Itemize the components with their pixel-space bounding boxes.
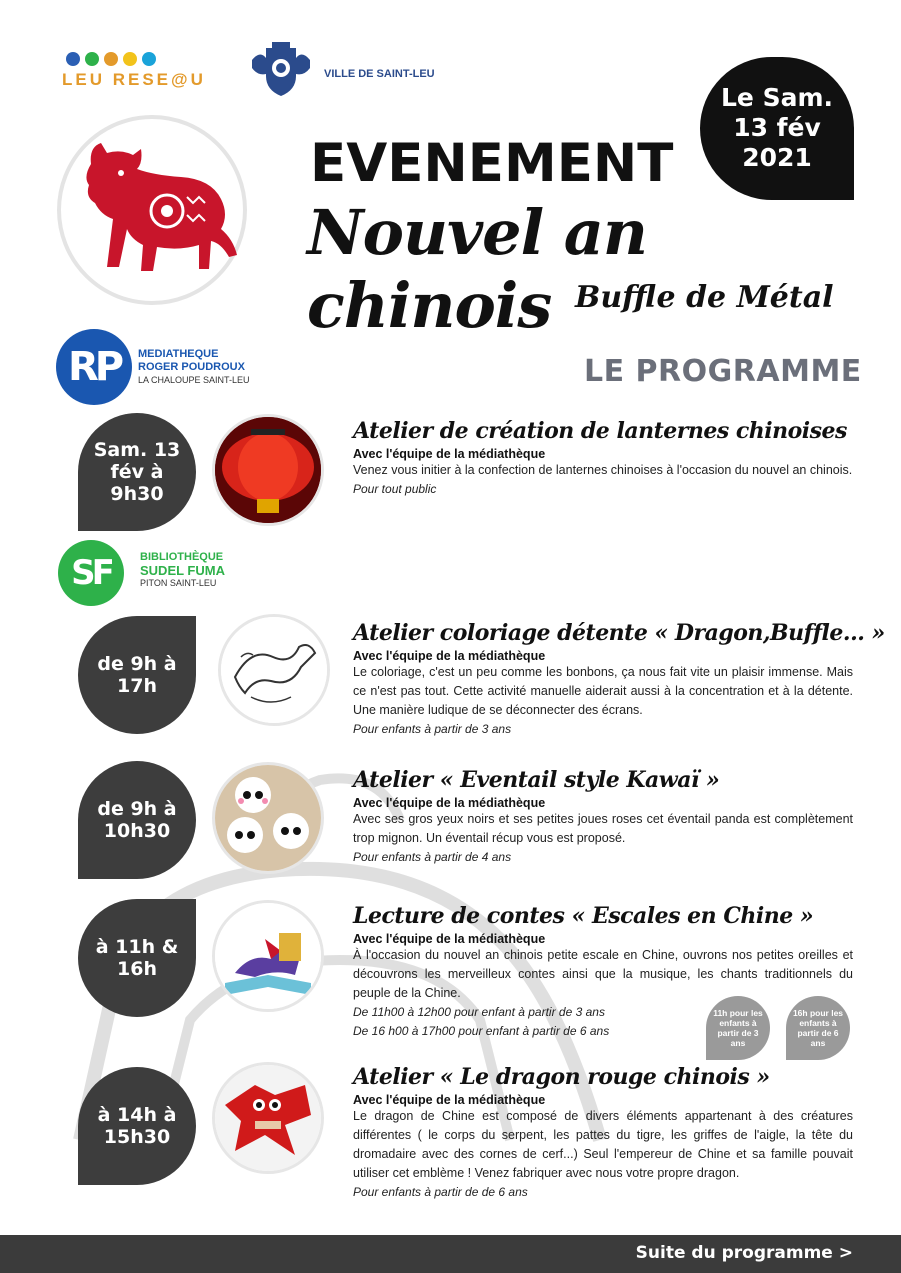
title-event: EVENEMENT: [310, 133, 674, 194]
event-5-title: Atelier « Le dragon rouge chinois »: [353, 1064, 770, 1090]
event-1-time-line2: fév à: [110, 461, 164, 483]
event-4-time: [78, 899, 196, 1017]
rp-name-line2: ROGER POUDROUX: [138, 361, 245, 373]
red-lantern-photo-icon: [215, 417, 321, 523]
event-3-photo: [212, 762, 324, 874]
event-3-time-line1: de 9h à: [97, 798, 177, 820]
date-line-2: 13 fév: [733, 113, 821, 142]
event-1-time: [78, 413, 196, 531]
event-2-audience: Pour enfants à partir de 3 ans: [353, 722, 512, 736]
saint-leu-crest-icon: [250, 40, 312, 98]
sf-location: PITON SAINT-LEU: [140, 578, 217, 588]
leu-reseau-logo-text: LEU RESE@U: [62, 70, 206, 89]
rp-library-name: [138, 348, 250, 386]
programme-heading: LE PROGRAMME: [584, 354, 862, 389]
event-5-photo: [212, 1062, 324, 1174]
red-ox-icon: [61, 119, 243, 301]
event-4-audience-2: De 16 h00 à 17h00 pour enfant à partir de 6 ans: [353, 1024, 610, 1038]
event-3-team: Avec l'équipe de la médiathèque: [353, 796, 546, 810]
event-3-audience: Pour enfants à partir de 4 ans: [353, 850, 512, 864]
event-4-description: À l'occasion du nouvel an chinois petite escale en Chine, ouvrons nos petites oreilles et découvrons les merveilleux contes ainsi que la musique, les chants traditionnels du peuple de la Chine.: [353, 948, 853, 1000]
ville-saint-leu-text: VILLE DE SAINT-LEU: [324, 68, 435, 80]
sf-name-line2: SUDEL FUMA: [140, 563, 225, 578]
event-5-details: [353, 1064, 853, 1202]
event-5-audience: Pour enfants à partir de de 6 ans: [353, 1185, 528, 1199]
event-3-details: [353, 767, 853, 867]
event-2-team: Avec l'équipe de la médiathèque: [353, 649, 546, 663]
event-3-title: Atelier « Eventail style Kawaï »: [353, 767, 720, 793]
event-2-details: [353, 620, 885, 739]
event-4-photo: [212, 900, 324, 1012]
event-1-time-line3: 9h30: [110, 483, 164, 505]
event-1-title: Atelier de création de lanternes chinoises: [353, 418, 847, 444]
date-line-3: 2021: [742, 143, 812, 172]
event-4-details: [353, 903, 853, 1041]
event-4-audience: De 11h00 à 12h00 pour enfant à partir de 3 ans: [353, 1005, 605, 1019]
dragon-book-photo-icon: [215, 903, 321, 1009]
event-1-photo: [212, 414, 324, 526]
date-line-1: Le Sam.: [720, 83, 833, 112]
rp-name-line1: MEDIATHEQUE: [138, 348, 219, 360]
event-1-details: [353, 418, 853, 499]
event-4-badge-11h: 11h pour les enfants à partir de 3 ans: [706, 996, 770, 1060]
ox-medallion: [57, 115, 247, 305]
event-2-description: Le coloriage, c'est un peu comme les bonbons, ça nous fait vite un plaisir immense. Mais ce n'est pas tout. Cette activité manuelle aiderait aussi à la concentration et à la détente. Une manière ludique de se déconnecter des écrans.: [353, 665, 853, 717]
title-main: Nouvel an chinois: [307, 196, 647, 342]
event-3-time: [78, 761, 196, 879]
sf-library-logo: SF: [58, 540, 124, 606]
panda-fan-photo-icon: [215, 765, 321, 871]
event-2-time-line1: de 9h à: [97, 653, 177, 675]
event-5-time-line2: 15h30: [103, 1126, 171, 1148]
event-1-description: Venez vous initier à la confection de lanternes chinoises à l'occasion du nouvel an chinois.: [353, 463, 853, 477]
event-4-team: Avec l'équipe de la médiathèque: [353, 932, 546, 946]
dragon-drawing-photo-icon: [221, 617, 327, 723]
event-5-description: Le dragon de Chine est composé de divers éléments appartenant à des créatures différentes ( le corps du serpent, les pattes du tigre, les griffes de l'aigle, la tête du dromadaire avec des cornes de cerf...) Seul l'empereur de Chine et sa famille pouvait utiliser cet emblème ! Venez fabriquer avec nous votre propre dragon.: [353, 1109, 853, 1180]
event-2-photo: [218, 614, 330, 726]
red-dragon-craft-photo-icon: [215, 1065, 321, 1171]
event-3-description: Avec ses gros yeux noirs et ses petites joues roses cet éventail panda est complètement trop mignon. Un éventail récup vous est proposé.: [353, 812, 853, 845]
event-4-time-line1: à 11h & 16h: [95, 936, 179, 980]
event-5-time-line1: à 14h à: [97, 1104, 177, 1126]
event-5-time: [78, 1067, 196, 1185]
sf-name-line1: BIBLIOTHÈQUE: [140, 551, 224, 563]
leu-reseau-dots: [66, 52, 156, 66]
date-bubble: [700, 57, 854, 200]
event-2-time: [78, 616, 196, 734]
next-program-link[interactable]: Suite du programme >: [635, 1243, 853, 1263]
event-1-audience: Pour tout public: [353, 482, 437, 496]
title-sub: Buffle de Métal: [575, 280, 834, 315]
event-5-team: Avec l'équipe de la médiathèque: [353, 1093, 546, 1107]
event-2-time-line2: 17h: [117, 675, 157, 697]
event-1-team: Avec l'équipe de la médiathèque: [353, 447, 546, 461]
event-4-title: Lecture de contes « Escales en Chine »: [353, 903, 814, 929]
event-1-time-line1: Sam. 13: [93, 439, 181, 461]
event-2-title: Atelier coloriage détente « Dragon,Buffle... »: [353, 620, 885, 646]
event-3-time-line2: 10h30: [103, 820, 171, 842]
rp-location: LA CHALOUPE SAINT-LEU: [138, 375, 250, 385]
sf-library-name: [140, 551, 225, 589]
rp-library-logo: RP: [56, 329, 132, 405]
event-4-badge-16h: 16h pour les enfants à partir de 6 ans: [786, 996, 850, 1060]
